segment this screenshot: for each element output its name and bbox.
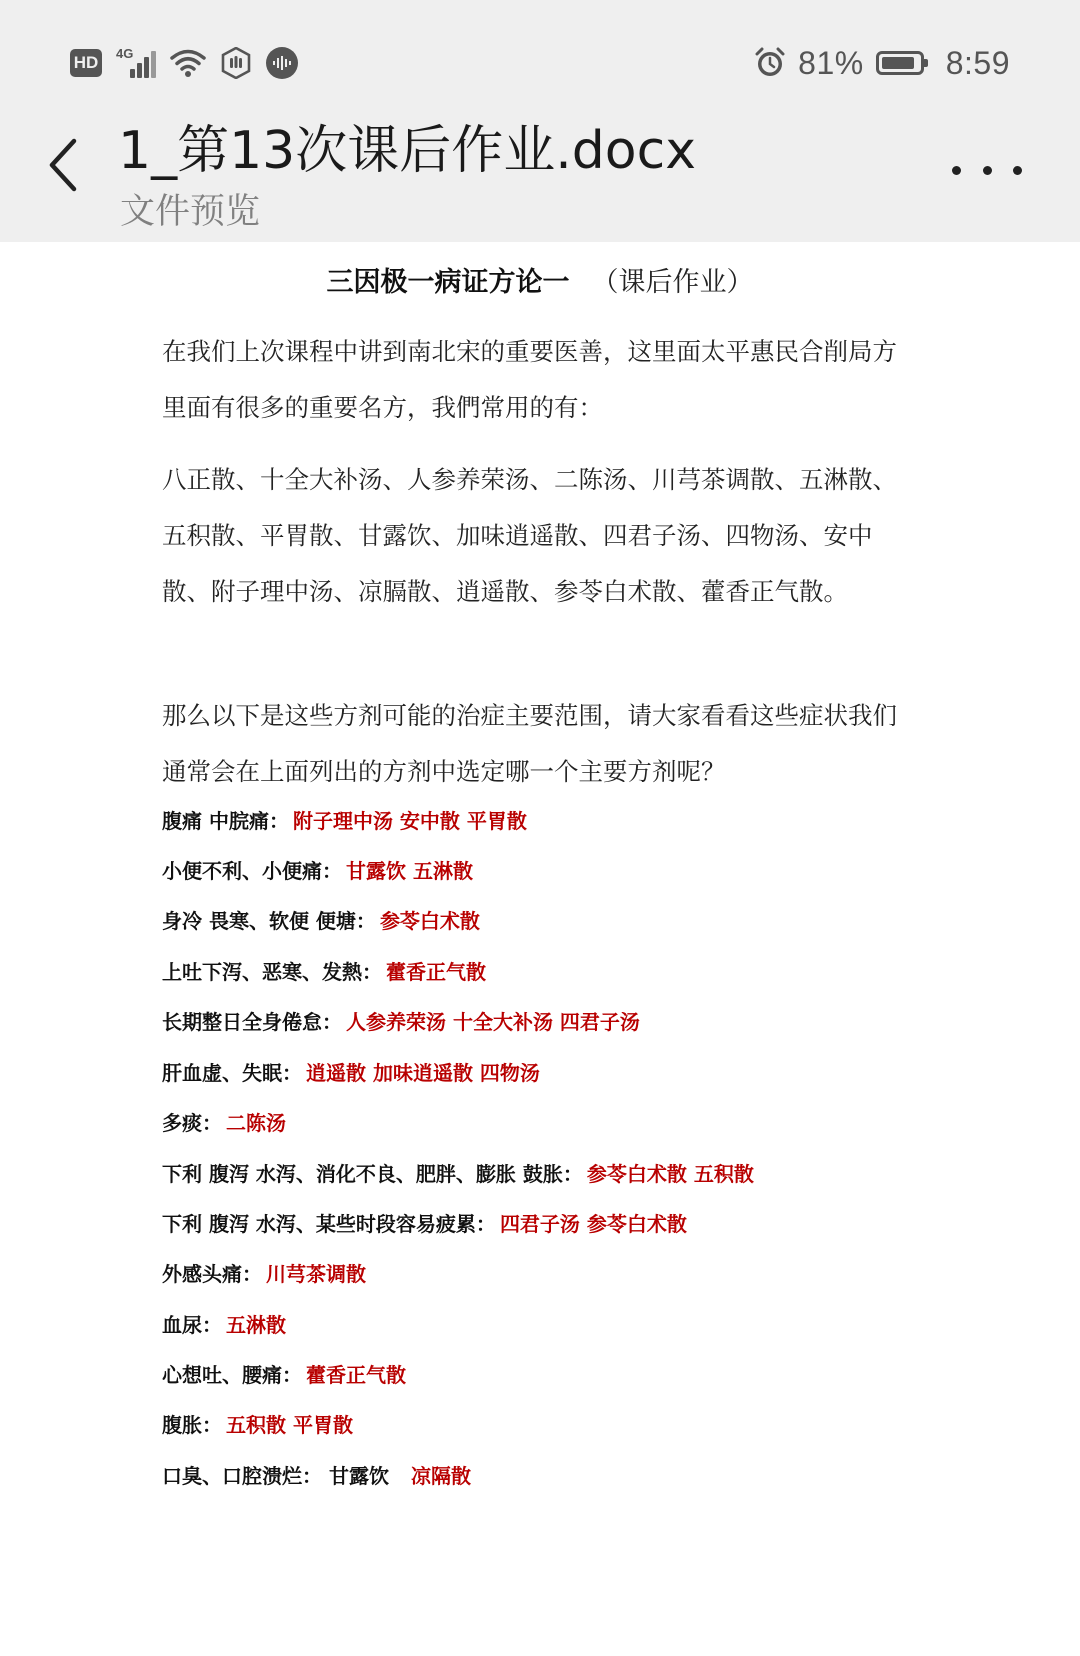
- qa-item: [162, 956, 486, 985]
- qa-item: [162, 905, 480, 934]
- qa-answer: 凉隔散: [410, 1464, 471, 1488]
- clock-time: 8:59: [945, 44, 1010, 81]
- sound-wave-icon: [266, 47, 298, 79]
- qa-answer: 二陈汤: [226, 1111, 286, 1135]
- qa-item: [162, 1006, 640, 1035]
- status-right-icons: [754, 38, 1010, 88]
- qa-item: [162, 1258, 366, 1287]
- qa-item: [162, 1359, 406, 1388]
- qa-answer: 五淋散: [226, 1313, 286, 1337]
- qa-answer: 参苓白术散: [379, 909, 480, 933]
- qa-symptom: 下利 腹泻 水泻、某些时段容易疲累：: [162, 1212, 496, 1236]
- qa-symptom: 腹痛 中脘痛：: [162, 809, 289, 833]
- qa-answer: 甘露饮 五淋散: [346, 859, 473, 883]
- heading-main: 三因极一病证方论一: [326, 267, 570, 298]
- heading-note: （课后作业）: [591, 267, 754, 298]
- top-bar: [0, 0, 1080, 242]
- status-left-icons: [70, 38, 298, 88]
- qa-symptom: 腹胀：: [162, 1413, 222, 1437]
- network-type-label: 4G: [116, 46, 134, 61]
- qa-item: [162, 1309, 286, 1338]
- qa-symptom: 小便不利、小便痛：: [162, 859, 342, 883]
- qa-symptom: 下利 腹泻 水泻、消化不良、肥胖、膨胀 鼓胀：: [162, 1162, 583, 1186]
- qa-item: [162, 1460, 471, 1489]
- qa-answer: 附子理中汤 安中散 平胃散: [292, 809, 527, 833]
- qa-answer: 五积散 平胃散: [226, 1413, 353, 1437]
- qa-item: [162, 1208, 687, 1237]
- battery-percent: 81%: [798, 44, 864, 81]
- question-paragraph: 那么以下是这些方剂可能的治症主要范围，请大家看看这些症状我们通常会在上面列出的方剂中选定哪一个主要方剂呢？: [162, 701, 897, 786]
- qa-symptom: 上吐下泻、恶寒、发熱：: [162, 960, 382, 984]
- status-bar: [0, 38, 1080, 88]
- qa-answer: 藿香正气散: [386, 960, 486, 984]
- qa-symptom: 心想吐、腰痛：: [162, 1363, 302, 1387]
- more-menu-button[interactable]: [952, 150, 1022, 190]
- qa-answer: 藿香正气散: [306, 1363, 406, 1387]
- qa-answer: 川芎茶调散: [266, 1262, 366, 1286]
- document-title: 1_第13次课后作业.docx: [118, 121, 696, 181]
- qa-answer: 人参养荣汤 十全大补汤 四君子汤: [346, 1010, 640, 1034]
- qa-item: [162, 805, 527, 834]
- signal-icon: [116, 46, 156, 80]
- qa-answer: 四君子汤 参苓白术散: [499, 1212, 687, 1236]
- qa-answer: 参苓白术散 五积散: [586, 1162, 754, 1186]
- qa-item: [162, 855, 473, 884]
- qa-item: [162, 1158, 754, 1187]
- hd-icon: HD: [70, 49, 102, 77]
- qa-symptom: 口臭、口腔溃烂： 甘露饮: [162, 1464, 389, 1488]
- battery-icon: [876, 51, 924, 75]
- back-button[interactable]: [38, 130, 88, 200]
- qa-symptom: 血尿：: [162, 1313, 222, 1337]
- formula-list-paragraph: 八正散、十全大补汤、人参养荣汤、二陈汤、川芎茶调散、五淋散、五积散、平胃散、甘露饮、加味逍遥散、四君子汤、四物汤、安中散、附子理中汤、凉膈散、逍遥散、参苓白术散、藿香正气散。: [162, 465, 897, 606]
- back-arrow-icon: [46, 137, 80, 193]
- qa-item: [162, 1057, 540, 1086]
- qa-symptom: 多痰：: [162, 1111, 222, 1135]
- wifi-icon: [170, 48, 206, 78]
- intro-paragraph: 在我们上次课程中讲到南北宋的重要医善，这里面太平惠民合削局方里面有很多的重要名方，我們常用的有：: [162, 337, 897, 422]
- qa-answer: 逍遥散 加味逍遥散 四物汤: [306, 1061, 540, 1085]
- qa-symptom: 长期整日全身倦怠：: [162, 1010, 342, 1034]
- qa-symptom: 身冷 畏寒、软便 便塘：: [162, 909, 376, 933]
- document-heading: [0, 260, 1080, 299]
- qa-item: [162, 1409, 353, 1438]
- document-subtitle: 文件预览: [120, 192, 261, 232]
- qa-item: [162, 1107, 286, 1136]
- more-menu-icon: [952, 166, 961, 175]
- hand-shield-icon: [220, 47, 252, 79]
- qa-symptom: 外感头痛：: [162, 1262, 262, 1286]
- qa-symptom: 肝血虚、失眠：: [162, 1061, 302, 1085]
- alarm-icon: [754, 47, 786, 79]
- document-preview[interactable]: [0, 242, 1080, 1656]
